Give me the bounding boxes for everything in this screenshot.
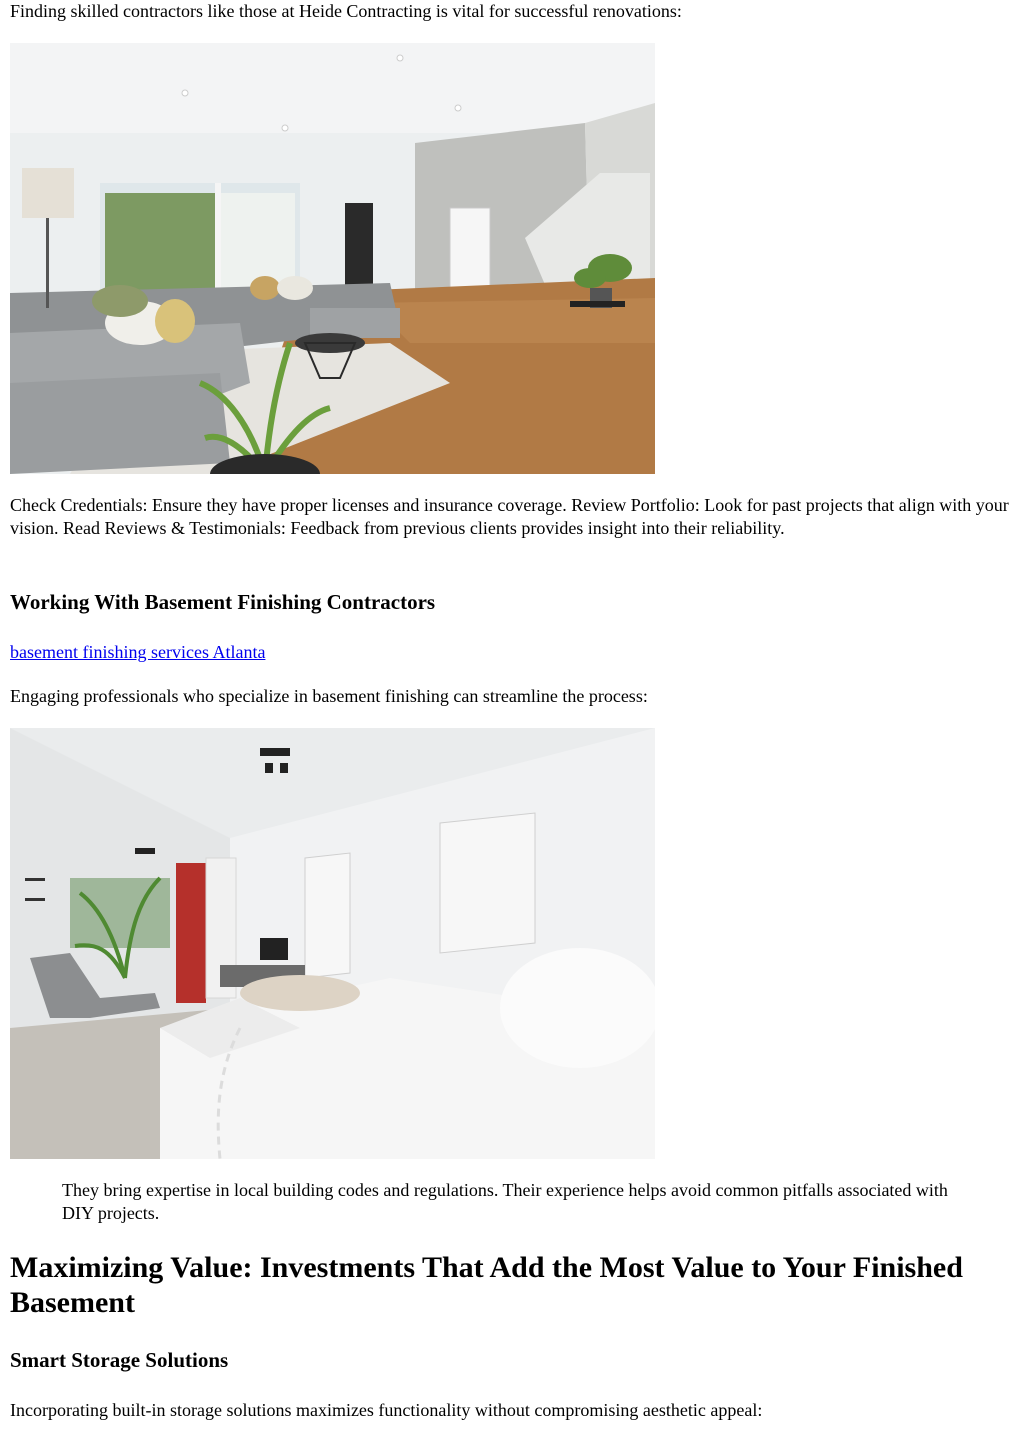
heading-maximizing-value: Maximizing Value: Investments That Add the Most Value to Your Finished Basement bbox=[10, 1251, 963, 1319]
intro-paragraph: Finding skilled contractors like those at Heide Contracting is vital for successful renovations: bbox=[10, 1, 682, 21]
credentials-paragraph: Check Credentials: Ensure they have proper licenses and insurance coverage. Review Portfolio: Look for past projects that align with your vision. Read Reviews & Testimonials: Feedback from previous clients provides insight into their reliability. bbox=[10, 495, 1009, 538]
link-paragraph bbox=[10, 641, 1010, 664]
expertise-quote: They bring expertise in local building codes and regulations. Their experience helps avoid common pitfalls associated with DIY projects. bbox=[62, 1180, 948, 1223]
heading-smart-storage: Smart Storage Solutions bbox=[10, 1348, 229, 1372]
storage-paragraph: Incorporating built-in storage solutions maximizes functionality without compromising aesthetic appeal: bbox=[10, 1400, 763, 1420]
engaging-paragraph: Engaging professionals who specialize in basement finishing can streamline the process: bbox=[10, 686, 648, 706]
basement-finishing-services-link[interactable]: basement finishing services Atlanta bbox=[10, 642, 266, 662]
living-room-photo bbox=[10, 43, 655, 474]
heading-working-with-contractors: Working With Basement Finishing Contractors bbox=[10, 590, 436, 614]
bedroom-photo bbox=[10, 728, 655, 1159]
